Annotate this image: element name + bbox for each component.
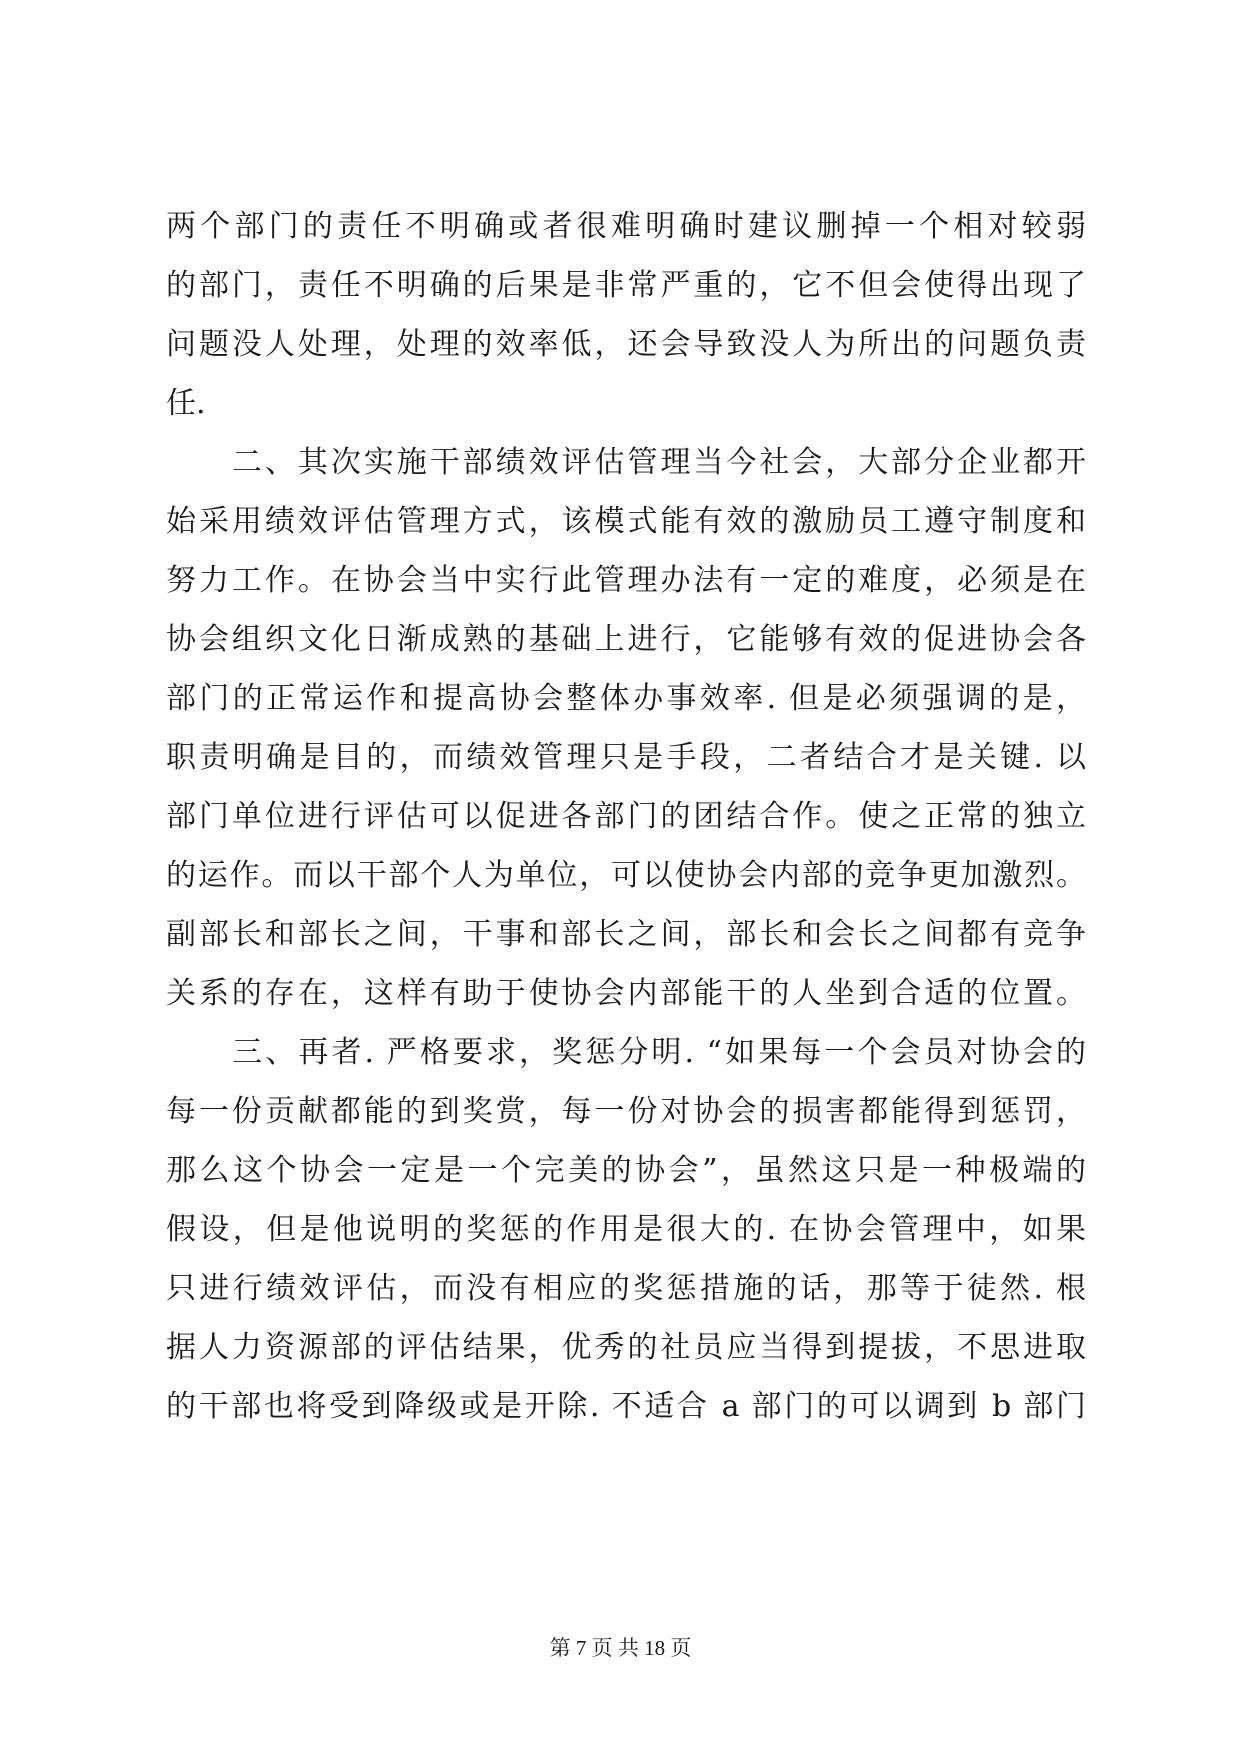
text-line: 的运作。而以干部个人为单位，可以使协会内部的竞争更加激烈。 — [166, 858, 1086, 893]
text-line: 据人力资源部的评估结果，优秀的社员应当得到提拔，不思进取 — [166, 1330, 1086, 1365]
text-line: 的部门，责任不明确的后果是非常严重的，它不但会使得出现了 — [166, 268, 1086, 303]
page-number-footer: 第 7 页 共 18 页 — [549, 1636, 692, 1660]
text-line: 努力工作。在协会当中实行此管理办法有一定的难度，必须是在 — [166, 563, 1086, 598]
text-line: 两个部门的责任不明确或者很难明确时建议删掉一个相对较弱 — [166, 209, 1086, 244]
paragraph-start-line: 二、其次实施干部绩效评估管理当今社会，大部分企业都开 — [166, 445, 1086, 480]
text-line: 每一份贡献都能的到奖赏，每一份对协会的损害都能得到惩罚， — [166, 1094, 1086, 1129]
paragraph-start-line: 三、再者. 严格要求，奖惩分明. “如果每一个会员对协会的 — [166, 1035, 1086, 1070]
text-line: 假设，但是他说明的奖惩的作用是很大的. 在协会管理中，如果 — [166, 1212, 1086, 1247]
text-line: 职责明确是目的，而绩效管理只是手段，二者结合才是关键. 以 — [166, 740, 1086, 775]
text-line: 的干部也将受到降级或是开除. 不适合 a 部门的可以调到 b 部门 — [166, 1389, 1086, 1424]
text-line: 副部长和部长之间，干事和部长之间，部长和会长之间都有竞争 — [166, 917, 1086, 952]
text-line: 那么这个协会一定是一个完美的协会”，虽然这只是一种极端的 — [166, 1153, 1086, 1188]
text-line: 始采用绩效评估管理方式，该模式能有效的激励员工遵守制度和 — [166, 504, 1086, 539]
text-line: 部门的正常运作和提高协会整体办事效率. 但是必须强调的是， — [166, 681, 1086, 716]
text-line: 只进行绩效评估，而没有相应的奖惩措施的话，那等于徒然. 根 — [166, 1271, 1086, 1306]
text-line: 关系的存在，这样有助于使协会内部能干的人坐到合适的位置。 — [166, 976, 1086, 1011]
text-line: 部门单位进行评估可以促进各部门的团结合作。使之正常的独立 — [166, 799, 1086, 834]
text-line: 协会组织文化日渐成熟的基础上进行，它能够有效的促进协会各 — [166, 622, 1086, 657]
text-line: 任. — [166, 386, 206, 421]
text-line: 问题没人处理，处理的效率低，还会导致没人为所出的问题负责 — [166, 327, 1086, 362]
